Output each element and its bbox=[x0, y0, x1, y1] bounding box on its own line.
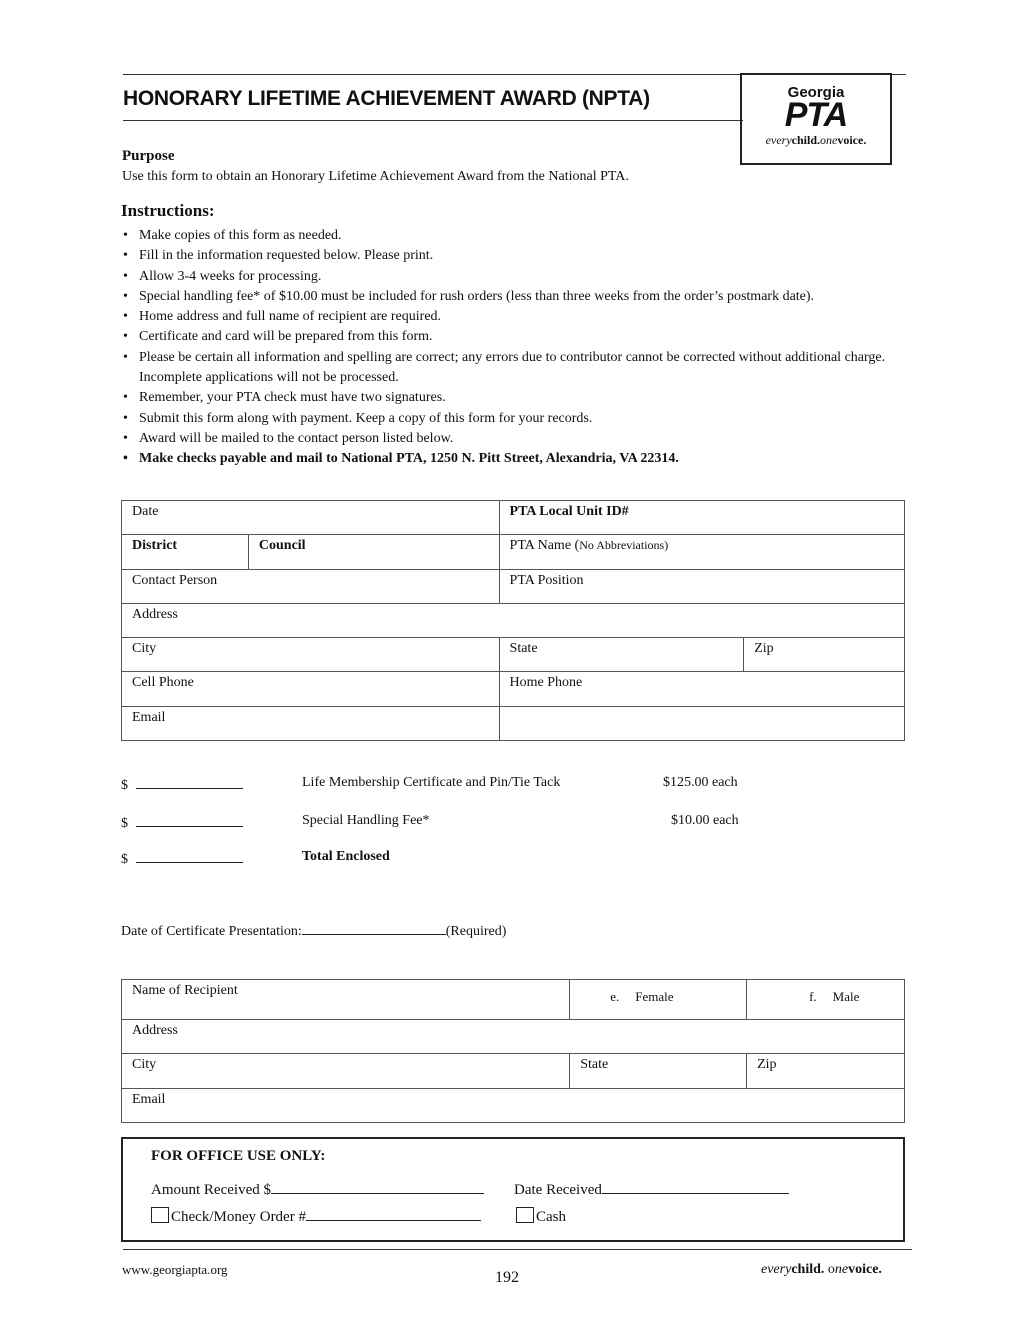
date-received-blank[interactable] bbox=[602, 1180, 789, 1194]
table-row bbox=[122, 569, 905, 603]
georgia-pta-logo bbox=[740, 73, 892, 165]
state-field[interactable] bbox=[499, 638, 744, 672]
council-label: Council bbox=[258, 538, 306, 554]
instruction-item: • Certificate and card will be prepared from this form. bbox=[121, 327, 911, 347]
recipient-city-field[interactable] bbox=[122, 1054, 570, 1089]
table-row bbox=[122, 501, 905, 535]
table-row bbox=[122, 603, 905, 637]
email-field[interactable] bbox=[122, 706, 500, 740]
email-label: Email bbox=[132, 709, 166, 725]
recipient-email-label: Email bbox=[132, 1092, 166, 1107]
city-label: City bbox=[132, 641, 157, 657]
table-row bbox=[122, 1020, 905, 1054]
amount-blank[interactable] bbox=[136, 775, 243, 789]
cash-label: Cash bbox=[536, 1209, 566, 1225]
contact-person-label: Contact Person bbox=[132, 572, 218, 588]
office-use-box bbox=[121, 1137, 905, 1242]
total-label: Total Enclosed bbox=[302, 849, 390, 864]
date-field[interactable] bbox=[122, 501, 500, 535]
logo-tagline bbox=[742, 133, 890, 148]
amount-row-handling bbox=[121, 813, 243, 832]
logo-tag-every: every bbox=[765, 133, 792, 147]
recipient-address-field[interactable] bbox=[122, 1020, 905, 1054]
recipient-name-label: Name of Recipient bbox=[132, 983, 238, 998]
pta-position-label: PTA Position bbox=[509, 572, 584, 588]
home-phone-field[interactable] bbox=[499, 672, 904, 706]
cash-checkbox[interactable] bbox=[516, 1207, 534, 1223]
state-label: State bbox=[509, 641, 538, 657]
cell-phone-label: Cell Phone bbox=[132, 675, 194, 691]
zip-label: Zip bbox=[754, 641, 774, 657]
pta-name-note: No Abbreviations) bbox=[579, 538, 669, 553]
footer-tag-o: o bbox=[827, 1262, 835, 1277]
recipient-address-label: Address bbox=[132, 1023, 178, 1038]
currency-sign: $ bbox=[121, 816, 128, 831]
address-label: Address bbox=[132, 606, 178, 622]
amount-received-label: Amount Received $ bbox=[151, 1182, 271, 1198]
local-unit-field[interactable] bbox=[499, 501, 904, 535]
table-row bbox=[122, 706, 905, 740]
table-row bbox=[122, 535, 905, 569]
instruction-item: • Remember, your PTA check must have two signatures. bbox=[121, 388, 911, 408]
membership-label: Life Membership Certificate and Pin/Tie Tack bbox=[302, 775, 561, 790]
amount-blank[interactable] bbox=[136, 813, 243, 827]
table-row bbox=[122, 980, 905, 1020]
amount-row-total bbox=[121, 849, 243, 868]
footer-tag-every: every bbox=[761, 1262, 792, 1277]
instruction-item: • Please be certain all information and spelling are correct; any errors due to contributor cannot be corrected without additional charge. Incomplete applications will not be processed. bbox=[121, 348, 911, 389]
district-field[interactable] bbox=[122, 535, 249, 569]
pta-position-field[interactable] bbox=[499, 569, 904, 603]
table-row bbox=[122, 672, 905, 706]
presentation-required: (Required) bbox=[445, 924, 507, 939]
presentation-date-blank[interactable] bbox=[302, 921, 446, 935]
table-row bbox=[122, 1089, 905, 1123]
home-phone-label: Home Phone bbox=[509, 675, 583, 691]
instruction-item-mailing: • Make checks payable and mail to National PTA, 1250 N. Pitt Street, Alexandria, VA 22314. bbox=[121, 449, 911, 469]
date-received-row bbox=[514, 1180, 789, 1199]
instruction-item: • Make copies of this form as needed. bbox=[121, 226, 911, 246]
logo-tag-child: child. bbox=[791, 133, 820, 147]
date-received-label: Date Received bbox=[514, 1182, 602, 1198]
page-number: 192 bbox=[495, 1269, 519, 1286]
amount-received-row bbox=[151, 1180, 484, 1199]
instruction-item: • Home address and full name of recipient are required. bbox=[121, 307, 911, 327]
local-unit-label: PTA Local Unit ID# bbox=[509, 504, 629, 519]
instruction-item: • Submit this form along with payment. Keep a copy of this form for your records. bbox=[121, 409, 911, 429]
female-label: Female bbox=[635, 989, 674, 1004]
handling-label: Special Handling Fee* bbox=[302, 813, 430, 828]
logo-state: Georgia bbox=[787, 84, 845, 101]
footer-tag-child: child. bbox=[791, 1262, 825, 1277]
email-extra-field[interactable] bbox=[499, 706, 904, 740]
amount-blank[interactable] bbox=[136, 849, 243, 863]
contact-form-table bbox=[121, 500, 905, 741]
male-marker: f. bbox=[809, 989, 817, 1004]
recipient-name-field[interactable] bbox=[122, 980, 570, 1020]
footer-tagline bbox=[761, 1262, 882, 1278]
instruction-item: • Award will be mailed to the contact person listed below. bbox=[121, 429, 911, 449]
footer-tag-voice: voice. bbox=[848, 1262, 882, 1277]
contact-person-field[interactable] bbox=[122, 569, 500, 603]
recipient-zip-field[interactable] bbox=[747, 1054, 905, 1089]
pta-name-field[interactable] bbox=[499, 535, 904, 569]
amount-received-blank[interactable] bbox=[271, 1180, 484, 1194]
instructions-heading: Instructions: bbox=[121, 201, 215, 220]
zip-field[interactable] bbox=[744, 638, 905, 672]
presentation-label: Date of Certificate Presentation: bbox=[121, 924, 302, 939]
instruction-item: • Fill in the information requested below. Please print. bbox=[121, 246, 911, 266]
logo-tag-one: one bbox=[820, 133, 838, 147]
instruction-item: • Allow 3-4 weeks for processing. bbox=[121, 267, 911, 287]
date-label: Date bbox=[132, 504, 159, 519]
male-label: Male bbox=[832, 989, 860, 1004]
council-field[interactable] bbox=[248, 535, 499, 569]
instructions-list bbox=[121, 226, 911, 470]
page-title: HONORARY LIFETIME ACHIEVEMENT AWARD (NPTA) bbox=[123, 87, 650, 110]
recipient-state-label: State bbox=[580, 1057, 609, 1072]
male-option[interactable] bbox=[747, 980, 905, 1020]
instruction-item: • Special handling fee* of $10.00 must be included for rush orders (less than three weeks from the order’s postmark date). bbox=[121, 287, 911, 307]
pta-name-label: PTA Name ( bbox=[509, 538, 580, 554]
title-rule bbox=[123, 120, 743, 121]
check-label: Check/Money Order # bbox=[171, 1209, 306, 1225]
female-option[interactable] bbox=[570, 980, 747, 1020]
footer-rule bbox=[123, 1249, 912, 1250]
membership-price: $125.00 each bbox=[663, 775, 738, 790]
purpose-text: Use this form to obtain an Honorary Lifetime Achievement Award from the National PTA. bbox=[122, 169, 629, 184]
office-heading: FOR OFFICE USE ONLY: bbox=[151, 1148, 326, 1164]
recipient-city-label: City bbox=[132, 1057, 157, 1072]
presentation-date-row bbox=[121, 921, 506, 940]
city-field[interactable] bbox=[122, 638, 500, 672]
footer-url[interactable]: www.georgiapta.org bbox=[122, 1262, 228, 1277]
handling-price: $10.00 each bbox=[671, 813, 739, 828]
recipient-form-table bbox=[121, 979, 905, 1123]
logo-tag-voice: voice. bbox=[837, 133, 867, 147]
check-number-blank[interactable] bbox=[306, 1207, 481, 1221]
district-label: District bbox=[132, 538, 178, 554]
currency-sign: $ bbox=[121, 778, 128, 793]
recipient-email-field[interactable] bbox=[122, 1089, 905, 1123]
logo-brand: PTA bbox=[784, 96, 848, 134]
recipient-state-field[interactable] bbox=[570, 1054, 747, 1089]
cell-phone-field[interactable] bbox=[122, 672, 500, 706]
female-marker: e. bbox=[610, 989, 620, 1004]
amount-row-membership bbox=[121, 775, 243, 794]
table-row bbox=[122, 1054, 905, 1089]
address-field[interactable] bbox=[122, 603, 905, 637]
recipient-zip-label: Zip bbox=[757, 1057, 777, 1072]
footer-tag-ne: ne bbox=[834, 1262, 849, 1277]
currency-sign: $ bbox=[121, 852, 128, 867]
check-row bbox=[151, 1207, 481, 1226]
table-row bbox=[122, 638, 905, 672]
check-checkbox[interactable] bbox=[151, 1207, 169, 1223]
purpose-heading: Purpose bbox=[122, 148, 175, 164]
cash-row bbox=[516, 1207, 566, 1226]
